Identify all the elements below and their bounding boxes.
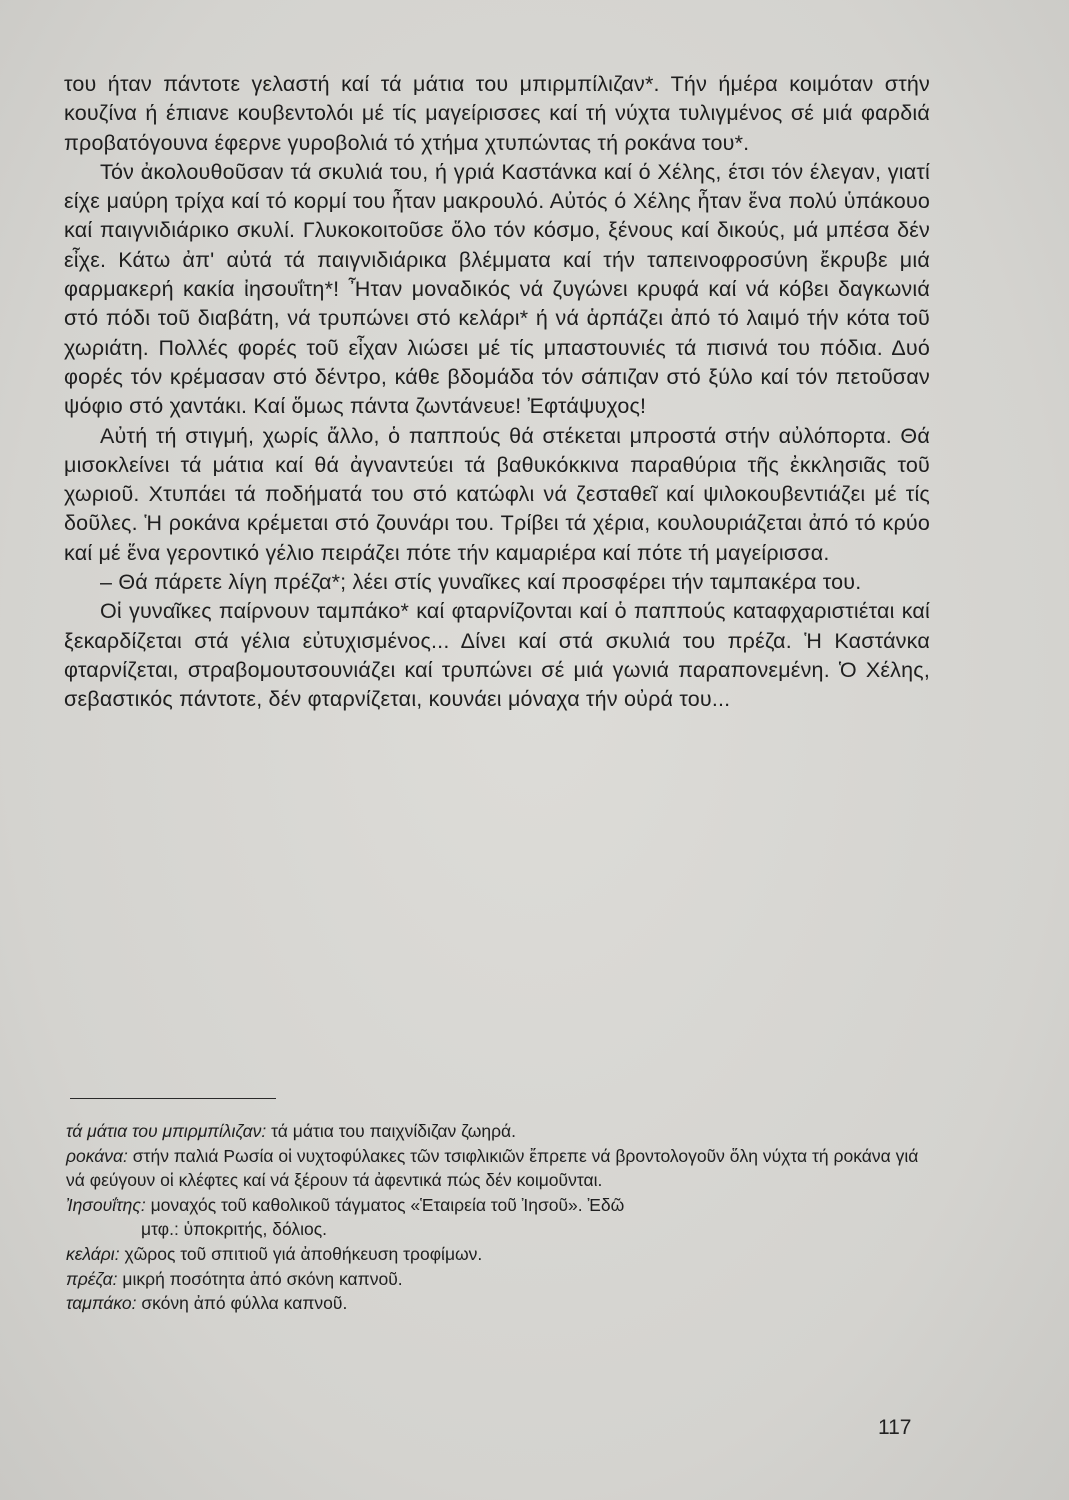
footnote-definition: μικρή ποσότητα ἀπό σκόνη καπνοῦ. [122, 1268, 403, 1289]
footnote-term: ταμπάκο: [66, 1293, 137, 1314]
footnote-iisouitis-continuation: μτφ.: ὑποκριτής, δόλιος. [141, 1219, 328, 1240]
footnote-term: Ἰησουΐτης: [66, 1194, 146, 1215]
footnote-definition: χῶρος τοῦ σπιτιοῦ γιά ἀποθήκευση τροφίμων. [124, 1243, 483, 1264]
paragraph-2: Τόν ἀκολουθοῦσαν τά σκυλιά του, ή γριά Καστάνκα καί ό Χέλης, έτσι τόν έλεγαν, γιατί είχε μαύρη τρίχα καί τό κορμί του ἦταν μακρουλό. Αὐτός ό Χέλης ἦταν ἕνα πολύ ὑπάκουο καί παιγνιδιάρικο σκυλί. Γλυκοκοιτοῦσε ὅλο τόν κόσμο, ξένους καί δικούς, μά μπέσα δέν εἶχε. Κάτω ἀπ' αὐτά τά παιγνιδιάρικα βλέμματα καί τήν ταπεινοφροσύνη ἔκρυβε μιά φαρμακερή κακία ἰησουΐτη*! Ἦταν μοναδικός νά ζυγώνει κρυφά καί νά κόβει δαγκωνιά στό πόδι τοῦ διαβάτη, νά τρυπώνει στό κελάρι* ή νά ἁρπάζει ἀπό τό λαιμό τήν κότα τοῦ χωριάτη. Πολλές φορές τοῦ εἶχαν λιώσει μέ τίς μπαστουνιές τά πισινά του πόδια. Δυό φορές τόν κρέμασαν στό δέντρο, κάθε βδομάδα τόν σάπιζαν στό ξύλο καί τόν πετοῦσαν ψόφιο στό χαντάκι. Καί ὅμως πάντα ζωντάνευε! Ἐφτάψυχος! [64, 159, 930, 419]
footnote-term: πρέζα: [66, 1268, 118, 1289]
footnote-definition: σκόνη ἀπό φύλλα καπνοῦ. [141, 1293, 348, 1314]
paragraph-4-dialogue: – Θά πάρετε λίγη πρέζα*; λέει στίς γυναῖκες καί προσφέρει τήν ταμπακέρα του. [100, 570, 862, 595]
footnote-kelari [66, 1242, 936, 1267]
footnotes [66, 1119, 936, 1316]
footnote-definition: μοναχός τοῦ καθολικοῦ τάγματος «Ἑταιρεία τοῦ Ἰησοῦ». Ἐδῶ [150, 1194, 625, 1215]
footnote-term: τά μάτια του μπιρμπίλιζαν: [66, 1121, 267, 1141]
footnote-rokana [66, 1144, 936, 1193]
paragraph-5: Οἱ γυναῖκες παίρνουν ταμπάκο* καί φταρνίζονται καί ὁ παππούς καταφχαριστιέται καί ξεκαρδίζεται στά γέλια εὐτυχισμένος... Δίνει καί στά σκυλιά του πρέζα. Ἡ Καστάνκα φταρνίζεται, στραβομουτσουνιάζει καί τρυπώνει σέ μιά γωνιά παραπονεμένη. Ὁ Χέλης, σεβαστικός πάντοτε, δέν φταρνίζεται, κουνάει μόναχα τήν οὐρά του... [64, 599, 930, 712]
footnote-divider [70, 1098, 276, 1099]
footnote-preza [66, 1267, 936, 1292]
footnote-mpirmpilizan [66, 1119, 936, 1144]
page-number: 117 [878, 1416, 912, 1439]
footnote-term: κελάρι: [66, 1243, 120, 1264]
footnote-term: ροκάνα: [66, 1145, 128, 1166]
main-text [64, 70, 930, 715]
paragraph-3: Αὐτή τή στιγμή, χωρίς ἄλλο, ὁ παππούς θά στέκεται μπροστά στήν αὐλόπορτα. Θά μισοκλείνει τά μάτια καί θά ἀγναντεύει τά βαθυκόκκινα παραθύρια τῆς ἐκκλησιᾶς τοῦ χωριοῦ. Χτυπάει τά ποδήματά του στό κατώφλι νά ζεσταθεῖ καί ψιλοκουβεντιάζει μέ τίς δοῦλες. Ἡ ροκάνα κρέμεται στό ζουνάρι του. Τρίβει τά χέρια, κουλουριάζεται ἀπό τό κρύο καί μέ ἕνα γεροντικό γέλιο πειράζει πότε τήν καμαριέρα καί πότε τή μαγείρισσα. [64, 423, 930, 565]
footnote-definition: στήν παλιά Ρωσία οἱ νυχτοφύλακες τῶν τσιφλικιῶν ἔπρεπε νά βροντολογοῦν ὅλη νύχτα τή ροκάνα γιά νά φεύγουν οἱ κλέφτες καί νά ξέρουν τά ἀφεντικά πώς δέν κοιμοῦνται. [66, 1145, 919, 1191]
footnote-iisouitis [66, 1193, 936, 1218]
footnote-tampako [66, 1291, 936, 1316]
footnote-definition: τά μάτια του παιχνίδιζαν ζωηρά. [271, 1121, 517, 1141]
paragraph-1: του ήταν πάντοτε γελαστή καί τά μάτια του μπιρμπίλιζαν*. Τήν ήμέρα κοιμόταν στήν κουζίνα ή έπιανε κουβεντολόι μέ τίς μαγείρισσες καί τή νύχτα τυλιγμένος σέ μιά φαρδιά προβατόγουνα έφερνε γυροβολιά τό χτήμα χτυπώντας τή ροκάνα του*. [64, 72, 930, 155]
